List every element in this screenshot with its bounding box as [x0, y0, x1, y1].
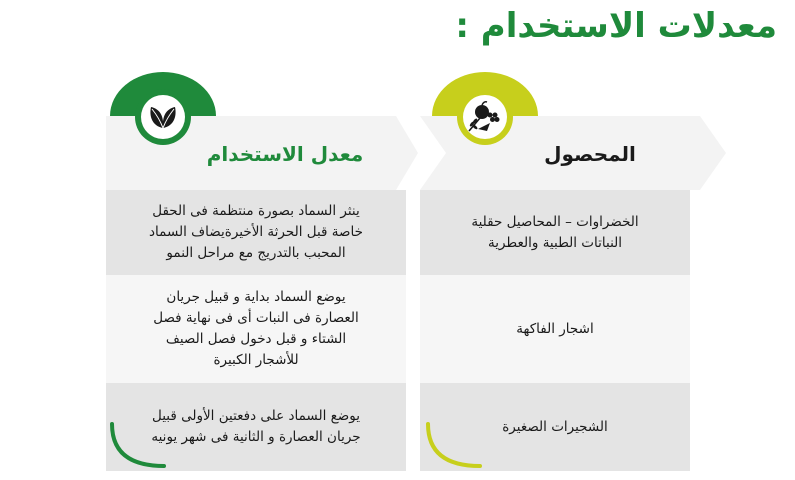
crop-row-2	[420, 275, 690, 383]
rate-row-1-text: ينثر السماد بصورة منتظمة فى الحقل خاصة قبل الحرثة الأخيرةيضاف السماد المحبب بالتدريج مع مراحل النمو	[149, 203, 363, 261]
crop-row-2-text: اشجار الفاكهة	[516, 320, 594, 337]
page-title: معدلات الاستخدام :	[455, 6, 777, 46]
crop-row-1	[420, 190, 690, 275]
rate-row-2	[106, 275, 406, 383]
crop-column-header: المحصول	[544, 142, 636, 166]
crop-row-1-text: الخضراوات – المحاصيل حقلية النباتات الطبية والعطرية	[471, 213, 639, 251]
leaves-icon	[148, 104, 178, 130]
crop-corner-accent	[424, 422, 484, 470]
rate-column-header: معدل الاستخدام	[206, 142, 364, 166]
rate-row-3-text: يوضع السماد على دفعتين الأولى قبيل جريان العصارة و الثانية فى شهر يونيه	[151, 408, 361, 445]
rate-corner-accent	[108, 422, 168, 470]
fruit-vegetable-icon	[466, 101, 504, 133]
crop-row-3-text: الشجيرات الصغيرة	[502, 418, 608, 435]
rate-row-1	[106, 190, 406, 275]
rate-row-2-text: يوضع السماد بداية و قبيل جريان العصارة فى النبات أى فى نهاية فصل الشتاء و قبل دخول فصل الصيف للأشجار الكبيرة	[153, 289, 359, 368]
